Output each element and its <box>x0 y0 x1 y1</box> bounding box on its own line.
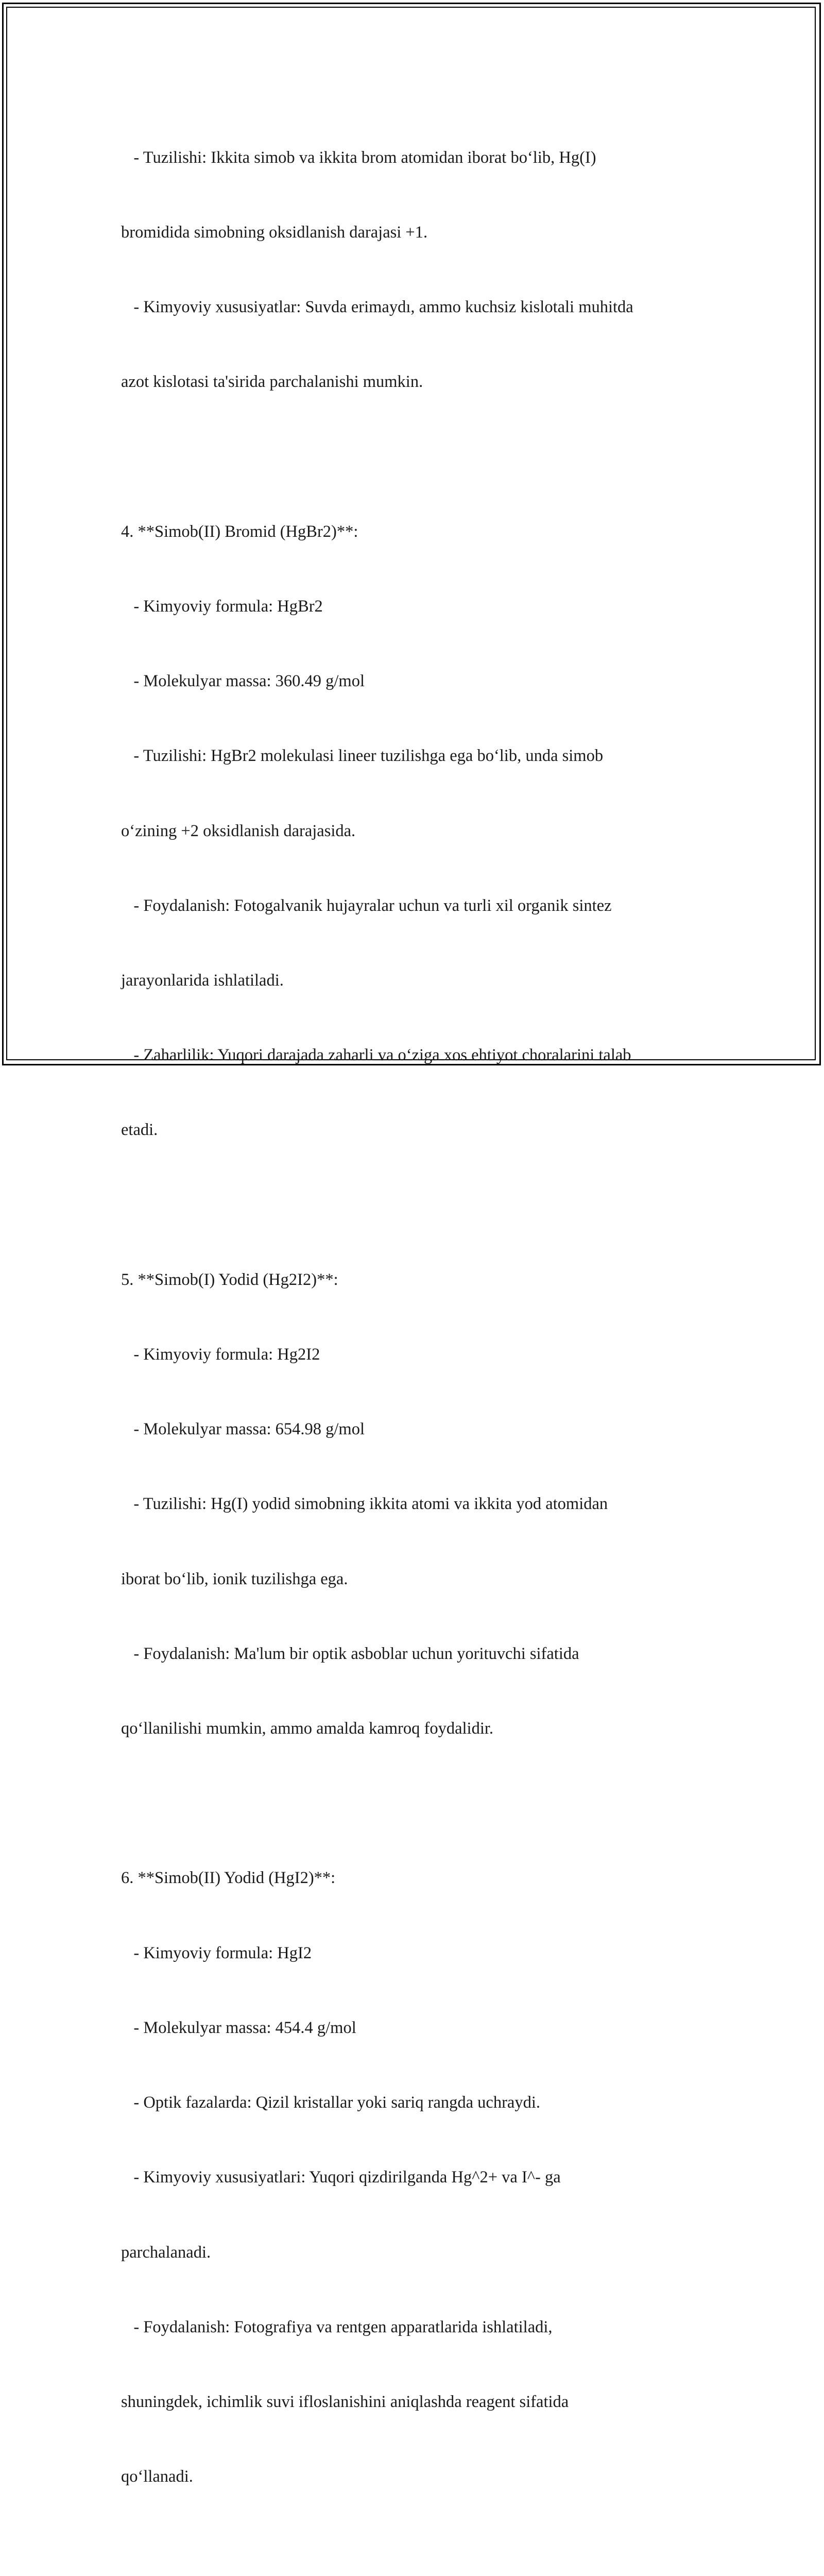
text-line: etadi. <box>121 1121 158 1140</box>
text-line: - Foydalanish: Fotogalvanik hujayralar uchun va turli xil organik sintez <box>121 896 612 915</box>
text-line: - Optik fazalarda: Qizil kristallar yoki sariq rangda uchraydi. <box>121 2093 541 2112</box>
document-body <box>121 95 739 2576</box>
text-line: - Tuzilishi: Ikkita simob va ikkita brom atomidan iborat bo‘lib, Hg(I) <box>121 148 596 167</box>
section-heading: 4. **Simob(II) Bromid (HgBr2)**: <box>121 522 358 541</box>
text-line: - Zaharlilik: Yuqori darajada zaharli va o‘ziga xos ehtiyot choralarini talab <box>121 1046 631 1065</box>
blank-line <box>121 1193 739 1217</box>
text-line: - Molekulyar massa: 454.4 g/mol <box>121 2018 356 2037</box>
text-line: - Kimyoviy xususiyatlari: Yuqori qizdirilganda Hg^2+ va I^- ga <box>121 2168 561 2187</box>
text-line: iborat bo‘lib, ionik tuzilishga ega. <box>121 1569 348 1588</box>
blank-line <box>121 1791 739 1816</box>
text-line: - Molekulyar massa: 360.49 g/mol <box>121 672 365 691</box>
text-line: - Kimyoviy formula: Hg2I2 <box>121 1345 320 1364</box>
blank-line <box>121 2539 739 2564</box>
text-line: qo‘llanadi. <box>121 2467 193 2486</box>
text-line: jarayonlarida ishlatiladi. <box>121 971 284 990</box>
text-line: qo‘llanilishi mumkin, ammo amalda kamroq foydalidir. <box>121 1719 493 1738</box>
text-line: - Kimyoviy formula: HgI2 <box>121 1943 312 1962</box>
blank-line <box>121 445 739 469</box>
text-line: - Foydalanish: Fotografiya va rentgen apparatlarida ishlatiladi, <box>121 2317 553 2336</box>
section-heading: 6. **Simob(II) Yodid (HgI2)**: <box>121 1869 336 1888</box>
section-heading: 5. **Simob(I) Yodid (Hg2I2)**: <box>121 1270 338 1289</box>
text-line: - Tuzilishi: HgBr2 molekulasi lineer tuzilishga ega bo‘lib, unda simob <box>121 747 604 766</box>
text-line: - Foydalanish: Ma'lum bir optik asboblar uchun yorituvchi sifatida <box>121 1644 579 1663</box>
text-line: - Kimyoviy xususiyatlar: Suvda erimaydı, ammo kuchsiz kislotali muhitda <box>121 298 633 317</box>
text-line: - Molekulyar massa: 654.98 g/mol <box>121 1420 365 1439</box>
text-line: azot kislotasi ta'sirida parchalanishi mumkin. <box>121 372 423 392</box>
text-line: bromidida simobning oksidlanish darajasi +1. <box>121 223 428 242</box>
text-line: - Tuzilishi: Hg(I) yodid simobning ikkita atomi va ikkita yod atomidan <box>121 1495 608 1514</box>
text-line: o‘zining +2 oksidlanish darajasida. <box>121 821 356 840</box>
text-line: - Kimyoviy formula: HgBr2 <box>121 597 323 616</box>
text-line: parchalanadi. <box>121 2243 211 2262</box>
text-line: shuningdek, ichimlik suvi ifloslanishini aniqlashda reagent sifatida <box>121 2392 569 2411</box>
